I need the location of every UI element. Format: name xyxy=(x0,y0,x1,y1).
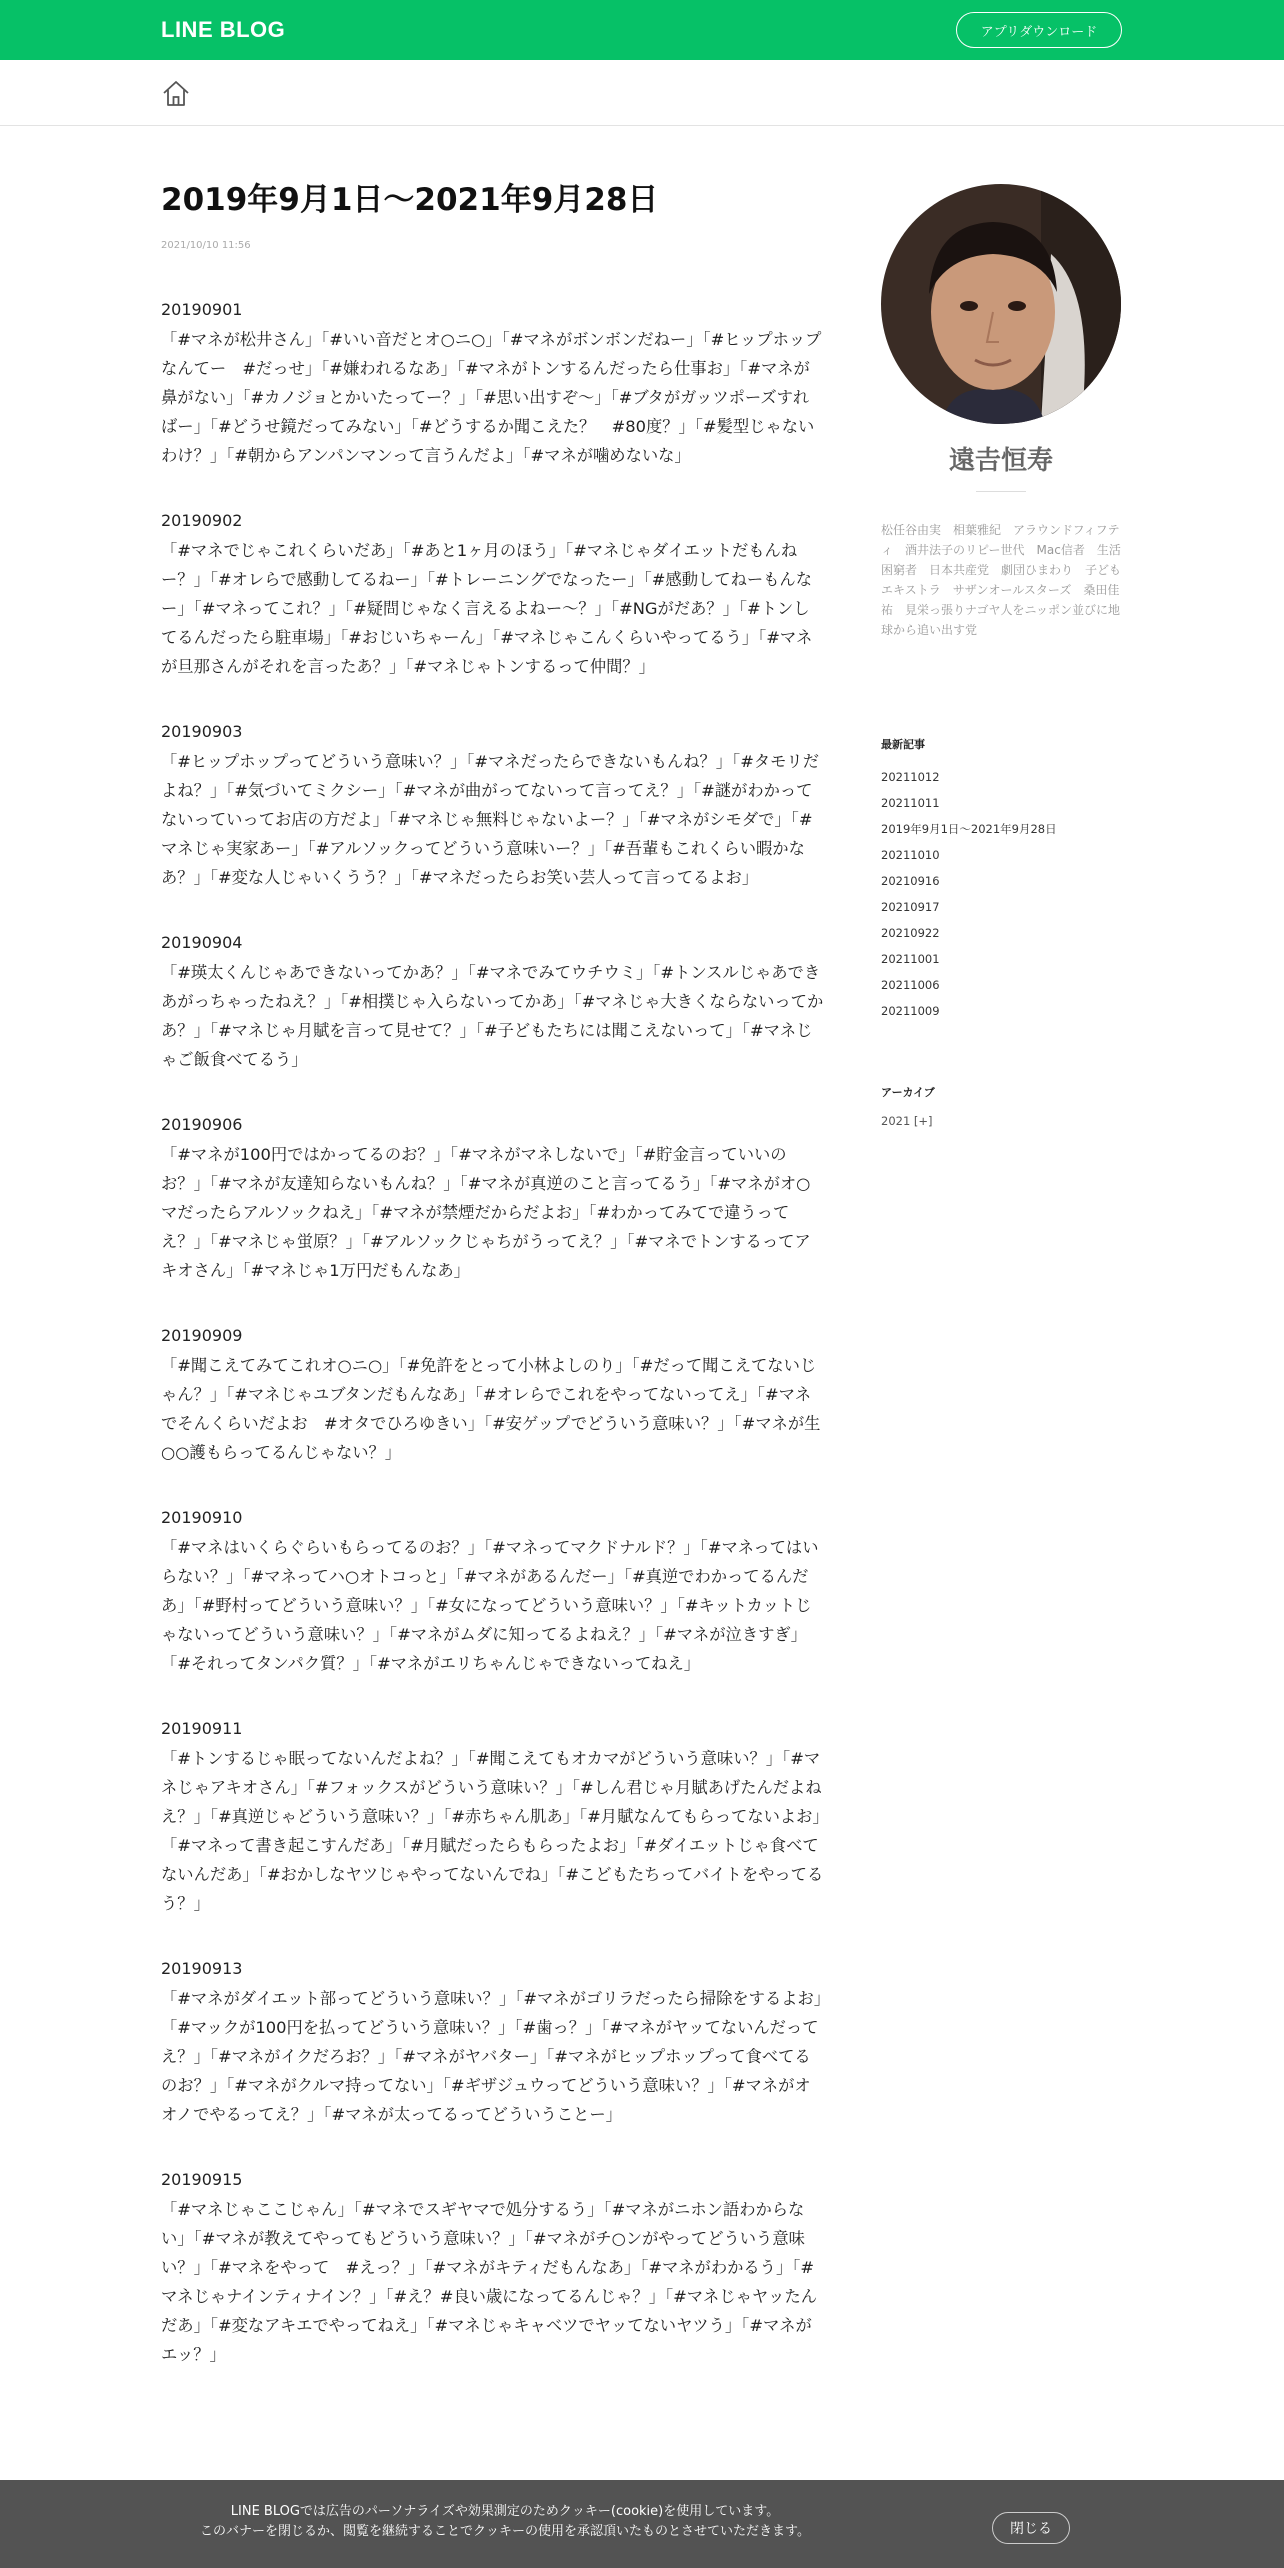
entry-date: 20190901 xyxy=(161,300,243,320)
recent-post-link[interactable]: 20211001 xyxy=(881,952,940,967)
entry xyxy=(161,1110,825,1285)
entry-date: 20190915 xyxy=(161,2170,243,2190)
entry-text: 「#トンするじゃ眠ってないんだよね？」「#聞こえてもオカマがどういう意味い？」「#マネじゃアキオさん」「#フォックスがどういう意味い？」「#しん君じゃ月賦あげたんだよねえ？」「#真逆じゃどういう意味い？」「#赤ちゃん肌あ」「#月賦なんてもらってないよお」「#マネって書き起こすんだあ」「#月賦だったらもらったよお」「#ダイエットじゃ食べてないんだあ」「#おかしなヤツじゃやってないんでね」「#こどもたちってバイトをやってるう？」 xyxy=(161,1749,824,1914)
home-icon[interactable] xyxy=(161,78,191,108)
divider xyxy=(976,491,1026,492)
entry-text: 「#マネはいくらぐらいもらってるのお？」「#マネってマクドナルド？」「#マネってはいらない？」「#マネってハ○オトコっと」「#マネがあるんだー」「#真逆でわかってるんだあ」「#野村ってどういう意味い？」「#女になってどういう意味い？」「#キットカットじゃないってどういう意味い？」「#マネがムダに知ってるよねえ？」「#マネが泣きすぎ」「#それってタンパク質？」「#マネがエリちゃんじゃできないってねえ」 xyxy=(161,1538,819,1674)
recent-posts-list xyxy=(881,764,1121,1024)
recent-post-link[interactable]: 2019年9月1日〜2021年9月28日 xyxy=(881,822,1057,837)
article xyxy=(161,180,825,2405)
entry-date: 20190906 xyxy=(161,1115,243,1135)
entry-text: 「#瑛太くんじゃあできないってかあ？」「#マネでみてウチウミ」「#トンスルじゃあできあがっちゃったねえ？」「#相撲じゃ入らないってかあ」「#マネじゃ大きくならないってかあ？」「#マネじゃ月賦を言って見せて？」「#子どもたちには聞こえないって」「#マネじゃご飯食べてるう」 xyxy=(161,963,824,1070)
cookie-banner xyxy=(0,2480,1284,2568)
entry xyxy=(161,1503,825,1678)
line-blog-logo[interactable]: LINE BLOG xyxy=(161,17,286,42)
entry xyxy=(161,928,825,1074)
recent-post-link[interactable]: 20211011 xyxy=(881,796,940,811)
entry xyxy=(161,506,825,681)
recent-post-link[interactable]: 20211009 xyxy=(881,1004,940,1019)
entry-text: 「#マネが100円ではかってるのお？」「#マネがマネしないで」「#貯金言っていいのお？」「#マネが友達知らないもんね？」「#マネが真逆のこと言ってるう」「#マネがオ○マだったらアルソックねえ」「#マネが禁煙だからだよお」「#わかってみてで違うってえ？」「#マネじゃ蛍原？」「#アルソックじゃちがうってえ？」「#マネでトンするってアキオさん」「#マネじゃ1万円だもんなあ」 xyxy=(161,1145,811,1281)
cookie-message xyxy=(0,2502,1010,2542)
post-timestamp: 2021/10/10 11:56 xyxy=(161,240,251,252)
cookie-message-line-1: LINE BLOGでは広告のパーソナライズや効果測定のためクッキー(cookie)を使用しています。 xyxy=(230,2504,780,2519)
recent-post-link[interactable]: 20211010 xyxy=(881,848,940,863)
entry-text: 「#聞こえてみてこれオ○ニ○」「#免許をとって小林よしのり」「#だって聞こえてないじゃん？」「#マネじゃユブタンだもんなあ」「#オレらでこれをやってないってえ」「#マネでそんくらいだよお #オタでひろゆきい」「#安ゲップでどういう意味い？」「#マネが生○○護もらってるんじゃない？」 xyxy=(161,1356,821,1463)
author-avatar[interactable] xyxy=(881,184,1121,424)
recent-post-link[interactable]: 20211006 xyxy=(881,978,940,993)
entry-text: 「#マネが松井さん」「#いい音だとオ○ニ○」「#マネがボンボンだねー」「#ヒップホップなんてー #だっせ」「#嫌われるなあ」「#マネがトンするんだったら仕事お」「#マネが鼻がない」「#カノジョとかいたってー？」「#思い出すぞ〜」「#ブタがガッツポーズすればー」「#どうせ鏡だってみない」「#どうするか聞こえた？ #80度？」「#髪型じゃないわけ？」「#朝からアンパンマンって言うんだよ」「#マネが噛めないな」 xyxy=(161,330,822,466)
top-header-bar xyxy=(0,0,1284,60)
entry-date: 20190913 xyxy=(161,1959,243,1979)
article-body xyxy=(161,295,825,2369)
entry xyxy=(161,295,825,470)
entry xyxy=(161,1714,825,1918)
recent-post-link[interactable]: 20211012 xyxy=(881,770,940,785)
entry-text: 「#マネでじゃこれくらいだあ」「#あと1ヶ月のほう」「#マネじゃダイエットだもんねー？」「#オレらで感動してるねー」「#トレーニングでなったー」「#感動してねーもんなー」「#マネってこれ？」「#疑問じゃなく言えるよねー〜？」「#NGがだあ？」「#トンしてるんだったら駐車場」「#おじいちゃーん」「#マネじゃこんくらいやってるう」「#マネが旦那さんがそれを言ったあ？」「#マネじゃトンするって仲間？」 xyxy=(161,541,813,677)
entry-date: 20190911 xyxy=(161,1719,243,1739)
entry xyxy=(161,1954,825,2129)
entry-date: 20190909 xyxy=(161,1326,243,1346)
author-name[interactable]: 遠𠮷恒寿 xyxy=(948,446,1053,476)
entry-date: 20190904 xyxy=(161,933,243,953)
entry-text: 「#マネがダイエット部ってどういう意味い？」「#マネがゴリラだったら掃除をするよお」「#マックが100円を払ってどういう意味い？」「#歯っ？」「#マネがヤッてないんだってえ？」「#マネがイクだろお？」「#マネがヤバター」「#マネがヒップホップって食べてるのお？」「#マネがクルマ持ってない」「#ギザジュウってどういう意味い？」「#マネがオオノでやるってえ？」「#マネが太ってるってどういうことー」 xyxy=(161,1989,822,2125)
recent-post-link[interactable]: 20210922 xyxy=(881,926,940,941)
archive-heading: アーカイブ xyxy=(881,1086,935,1100)
author-bio: 松任谷由実 相葉雅紀 アラウンドフィフティ 酒井法子のリピー世代 Mac信者 生活困窮者 日本共産党 劇団ひまわり 子どもエキストラ サザンオールスターズ 桑田佳祐 見栄っ張りナゴヤ人をニッポン並びに地球から追い出す党 xyxy=(881,523,1122,638)
entry-date: 20190910 xyxy=(161,1508,243,1528)
cookie-close-button[interactable]: 閉じる xyxy=(992,2512,1070,2544)
recent-posts-heading: 最新記事 xyxy=(881,738,925,752)
post-title: 2019年9月1日〜2021年9月28日 xyxy=(161,182,659,218)
recent-post-link[interactable]: 20210916 xyxy=(881,874,940,889)
cookie-message-line-2: このバナーを閉じるか、閲覧を継続することでクッキーの使用を承認頂いたものとさせていただきます。 xyxy=(200,2524,810,2539)
archive-year-toggle[interactable]: 2021 [+] xyxy=(881,1114,933,1129)
recent-post-link[interactable]: 20210917 xyxy=(881,900,940,915)
entry xyxy=(161,1321,825,1467)
entry xyxy=(161,717,825,892)
entry-date: 20190902 xyxy=(161,511,243,531)
app-download-button[interactable]: アプリダウンロード xyxy=(956,12,1122,48)
sidebar xyxy=(881,184,1121,1128)
entry-text: 「#ヒップホップってどういう意味い？」「#マネだったらできないもんね？」「#タモリだよね？」「#気づいてミクシー」「#マネが曲がってないって言ってえ？」「#謎がわかってないっていってお店の方だよ」「#マネじゃ無料じゃないよー？」「#マネがシモダで」「#マネじゃ実家あー」「#アルソックってどういう意味いー？」「#吾輩もこれくらい暇かなあ？」「#変な人じゃいくうう？」「#マネだったらお笑い芸人って言ってるよお」 xyxy=(161,752,819,888)
sub-navigation xyxy=(0,60,1284,126)
entry xyxy=(161,2165,825,2369)
entry-date: 20190903 xyxy=(161,722,243,742)
entry-text: 「#マネじゃここじゃん」「#マネでスギヤマで処分するう」「#マネがニホン語わからない」「#マネが教えてやってもどういう意味い？」「#マネがチ○ンがやってどういう意味い？」「#マネをやって #えっ？」「#マネがキティだもんなあ」「#マネがわかるう」「#マネじゃナインティナイン？」「#え？#良い歳になってるんじゃ？」「#マネじゃヤッたんだあ」「#変なアキエでやってねえ」「#マネじゃキャベツでヤッてないヤツう」「#マネがエッ？」 xyxy=(161,2200,818,2365)
